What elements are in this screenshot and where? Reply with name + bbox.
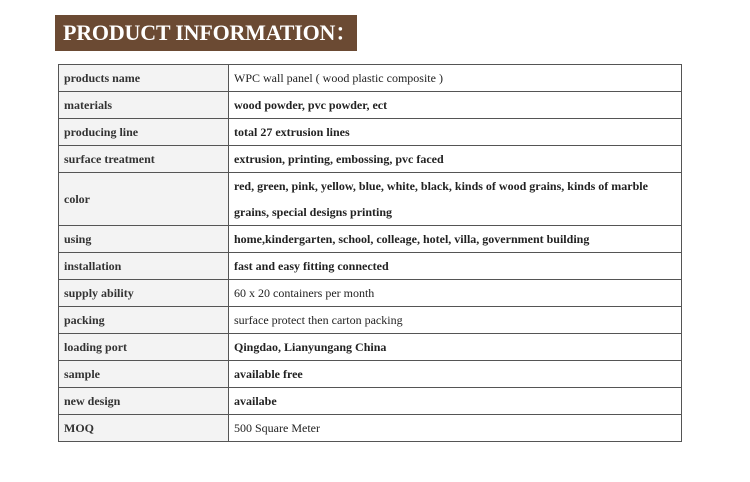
table-row (59, 415, 682, 442)
spec-value: available free (229, 361, 682, 388)
table-row (59, 119, 682, 146)
table-row (59, 334, 682, 361)
table-row (59, 253, 682, 280)
table-row (59, 92, 682, 119)
spec-value: 500 Square Meter (229, 415, 682, 442)
spec-value: wood powder, pvc powder, ect (229, 92, 682, 119)
table-row (59, 146, 682, 173)
spec-key: new design (59, 388, 229, 415)
spec-value: red, green, pink, yellow, blue, white, black, kinds of wood grains, kinds of marble grains, special designs printing (229, 173, 682, 226)
spec-key: producing line (59, 119, 229, 146)
table-row (59, 280, 682, 307)
spec-key: sample (59, 361, 229, 388)
spec-key: surface treatment (59, 146, 229, 173)
spec-value: availabe (229, 388, 682, 415)
table-row (59, 388, 682, 415)
spec-key: color (59, 173, 229, 226)
spec-value: extrusion, printing, embossing, pvc faced (229, 146, 682, 173)
spec-key: MOQ (59, 415, 229, 442)
spec-value: home,kindergarten, school, colleage, hotel, villa, government building (229, 226, 682, 253)
spec-key: supply ability (59, 280, 229, 307)
spec-key: loading port (59, 334, 229, 361)
table-row (59, 173, 682, 226)
spec-value: surface protect then carton packing (229, 307, 682, 334)
spec-key: installation (59, 253, 229, 280)
table-row (59, 65, 682, 92)
table-row (59, 361, 682, 388)
spec-key: products name (59, 65, 229, 92)
table-row (59, 226, 682, 253)
spec-key: materials (59, 92, 229, 119)
spec-key: packing (59, 307, 229, 334)
spec-value: Qingdao, Lianyungang China (229, 334, 682, 361)
table-row (59, 307, 682, 334)
page-title: PRODUCT INFORMATION： (55, 15, 357, 51)
spec-value: fast and easy fitting connected (229, 253, 682, 280)
spec-value: total 27 extrusion lines (229, 119, 682, 146)
product-spec-table (58, 64, 682, 442)
spec-value: 60 x 20 containers per month (229, 280, 682, 307)
spec-key: using (59, 226, 229, 253)
spec-value: WPC wall panel ( wood plastic composite ) (229, 65, 682, 92)
